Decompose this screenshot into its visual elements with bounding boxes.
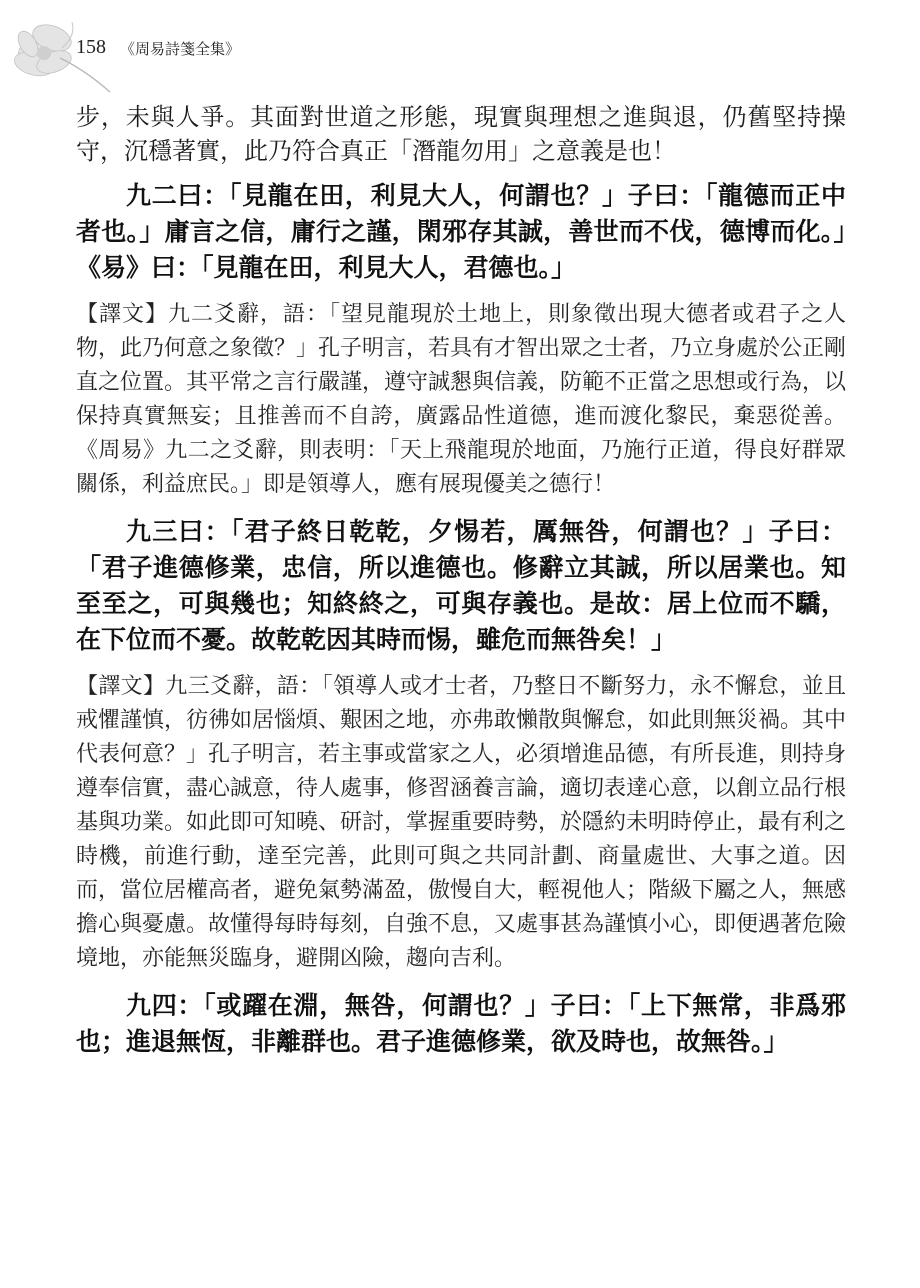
paragraph-quote-jiusan: 九三曰：「君子終日乾乾，夕惕若，厲無咎，何謂也？」子曰：「君子進德修業，忠信，所以進德也。修辭立其誠，所以居業也。知至至之，可與幾也；知終終之，可與存義也。是故：居上位而不驕，在下位而不憂。故乾乾因其時而惕，雖危而無咎矣！」: [76, 517, 846, 654]
page-number: 158: [76, 36, 106, 58]
paragraph-translation-jiuer: 【譯文】九二爻辭，語：「望見龍現於土地上，則象徵出現大德者或君子之人物，此乃何意之象徵？」孔子明言，若具有才智出眾之士者，乃立身處於公正剛直之位置。其平常之言行嚴謹，遵守誠懇與信義，防範不正當之思想或行為，以保持真實無妄；且推善而不自誇，廣露品性道德，進而渡化黎民，棄惡從善。《周易》九二之爻辭，則表明：「天上飛龍現於地面，乃施行正道，得良好群眾關係，利益庶民。」即是領導人，應有展現優美之德行！: [76, 302, 847, 497]
page-body: [76, 100, 846, 1072]
paragraph-quote-jiuer: 九二曰：「見龍在田，利見大人，何謂也？」子曰：「龍德而正中者也。」庸言之信，庸行之謹，閑邪存其誠，善世而不伐，德博而化。」《易》曰：「見龍在田，利見大人，君德也。」: [76, 181, 846, 282]
paragraph-quote-jiusi: 九四：「或躍在淵，無咎，何謂也？」子曰：「上下無常，非爲邪也；進退無恆，非離群也。君子進德修業，欲及時也，故無咎。」: [76, 991, 846, 1056]
paragraph-translation-jiusan: 【譯文】九三爻辭，語：「領導人或才士者，乃整日不斷努力，永不懈怠，並且戒懼謹慎，彷彿如居惱煩、艱困之地，亦弗敢懶散與懈怠，如此則無災禍。其中代表何意？」孔子明言，若主事或當家之人，必須增進品德，有所長進，則持身遵奉信實，盡心誠意，待人處事，修習涵養言論，適切表達心意，以創立品行根基與功業。如此即可知曉、研討，掌握重要時勢，於隱約未明時停止，最有利之時機，前進行動，達至完善，此則可與之共同計劃、商量處世、大事之道。因而，當位居權高者，避免氣勢滿盈，傲慢自大，輕視他人；階級下屬之人，無感擔心與憂慮。故懂得每時每刻，自強不息，又處事甚為謹慎小心，即便遇著危險境地，亦能無災臨身，避開凶險，趨向吉利。: [76, 674, 847, 971]
paragraph-continuation: 步，未與人爭。其面對世道之形態，現實與理想之進與退，仍舊堅持操守，沉穩著實，此乃符合真正「潛龍勿用」之意義是也！: [76, 103, 846, 165]
page-header: [0, 0, 920, 100]
book-title: 《周易詩箋全集》: [120, 40, 241, 58]
